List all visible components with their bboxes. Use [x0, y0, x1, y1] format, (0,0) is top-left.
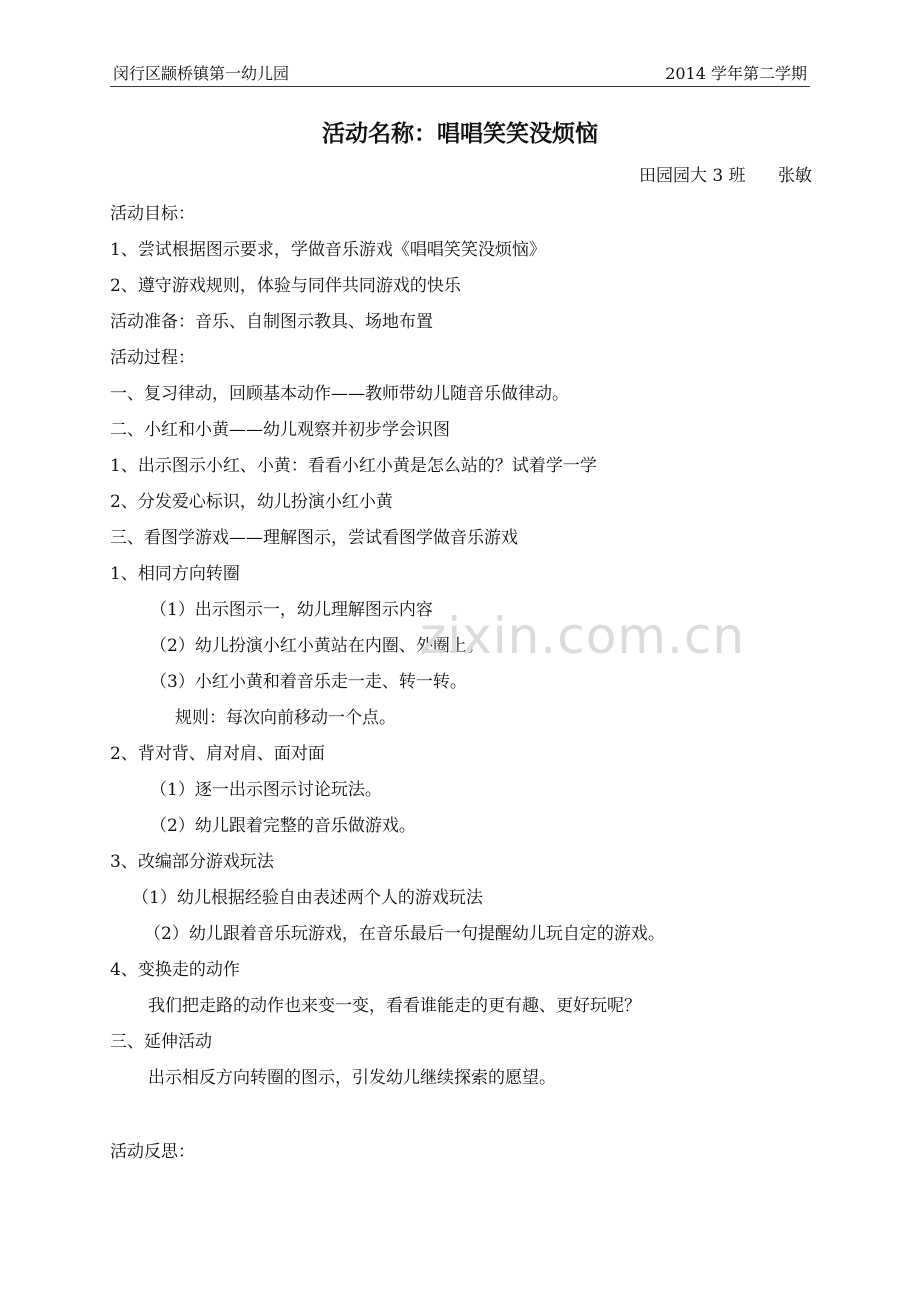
sub-step-item: （1）幼儿根据经验自由表述两个人的游戏玩法 [132, 888, 483, 908]
step-item: 1、出示图示小红、小黄：看看小红小黄是怎么站的？试着学一学 [110, 456, 597, 476]
step-item: 4、变换走的动作 [110, 960, 240, 980]
step-item: 2、背对背、肩对肩、面对面 [110, 744, 325, 764]
sub-step-item: （2）幼儿跟着完整的音乐做游戏。 [150, 816, 416, 836]
section-heading: 三、看图学游戏——理解图示，尝试看图学做音乐游戏 [110, 528, 518, 548]
step-item: 2、分发爱心标识，幼儿扮演小红小黄 [110, 492, 393, 512]
paragraph-text: 出示相反方向转圈的图示，引发幼儿继续探索的愿望。 [148, 1068, 556, 1088]
paragraph-text: 我们把走路的动作也来变一变，看看谁能走的更有趣、更好玩呢？ [148, 996, 641, 1016]
process-heading: 活动过程： [110, 348, 195, 368]
goal-item: 1、尝试根据图示要求，学做音乐游戏《唱唱笑笑没烦恼》 [110, 240, 546, 260]
section-heading: 三、延伸活动 [110, 1032, 212, 1052]
goal-item: 2、遵守游戏规则，体验与同伴共同游戏的快乐 [110, 276, 461, 296]
sub-step-item: （1）逐一出示图示讨论玩法。 [150, 780, 382, 800]
school-name: 闵行区颛桥镇第一幼儿园 [113, 64, 290, 83]
header-divider [110, 86, 810, 87]
watermark: zixin.com.cn [420, 607, 746, 665]
section-heading: 一、复习律动，回顾基本动作——教师带幼儿随音乐做律动。 [110, 384, 569, 404]
reflection-heading: 活动反思： [110, 1142, 195, 1162]
sub-step-item: （2）幼儿扮演小红小黄站在内圈、外圈上。 [150, 636, 484, 656]
class-and-teacher: 田园园大 3 班 张敏 [638, 166, 812, 186]
preparation-line: 活动准备：音乐、自制图示教具、场地布置 [110, 312, 433, 332]
step-item: 1、相同方向转圈 [110, 564, 240, 584]
step-item: 3、改编部分游戏玩法 [110, 852, 274, 872]
activity-title: 活动名称：唱唱笑笑没烦恼 [322, 121, 598, 147]
goals-heading: 活动目标： [110, 204, 195, 224]
semester-label: 2014 学年第二学期 [665, 64, 807, 83]
sub-step-item: （2）幼儿跟着音乐玩游戏，在音乐最后一句提醒幼儿玩自定的游戏。 [144, 924, 665, 944]
section-heading: 二、小红和小黄——幼儿观察并初步学会识图 [110, 420, 450, 440]
rule-note: 规则：每次向前移动一个点。 [175, 708, 396, 728]
sub-step-item: （3）小红小黄和着音乐走一走、转一转。 [150, 672, 467, 692]
sub-step-item: （1）出示图示一，幼儿理解图示内容 [150, 600, 433, 620]
